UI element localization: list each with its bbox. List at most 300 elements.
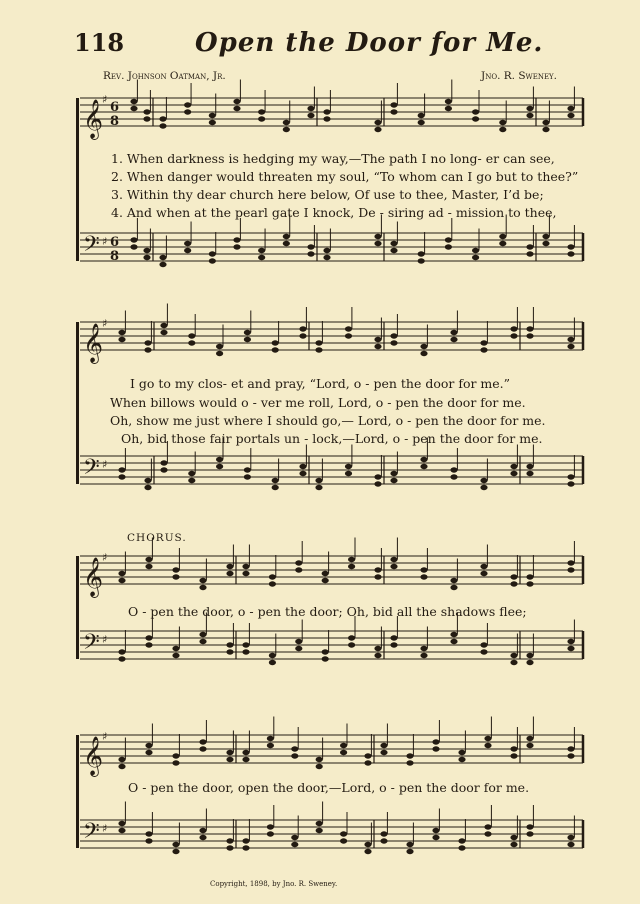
note-head: [233, 106, 240, 111]
note-head: [258, 255, 265, 260]
note-head: [143, 248, 150, 253]
note-head: [209, 113, 216, 118]
note-head: [269, 581, 276, 586]
note-head: [472, 109, 479, 114]
note-head: [380, 838, 387, 843]
sharp-icon: ♯: [102, 457, 108, 471]
note-head: [188, 333, 195, 338]
note-head: [267, 824, 274, 829]
sharp-icon: ♯: [102, 821, 108, 835]
note-head: [258, 109, 265, 114]
note-head: [242, 642, 249, 647]
note-head: [480, 649, 487, 654]
note-head: [567, 474, 574, 479]
note-head: [143, 255, 150, 260]
verse-2-refrain-line: When billows would o - ver me roll, Lord, o - pen the door for me.: [110, 395, 526, 410]
note-head: [118, 578, 125, 583]
note-head: [199, 835, 206, 840]
note-head: [184, 241, 191, 246]
note-head: [323, 116, 330, 121]
note-head: [242, 571, 249, 576]
note-head: [420, 574, 427, 579]
treble-clef-icon: 𝄞: [83, 736, 104, 776]
note-head: [364, 849, 371, 854]
note-head: [118, 571, 125, 576]
note-head: [526, 244, 533, 249]
note-head: [374, 234, 381, 239]
note-head: [510, 835, 517, 840]
note-head: [510, 653, 517, 658]
note-head: [172, 849, 179, 854]
verse-3-refrain-line: Oh, show me just where I should go,— Lord, o - pen the door for me.: [110, 413, 546, 428]
note-head: [567, 481, 574, 486]
note-head: [316, 764, 323, 769]
note-head: [118, 337, 125, 342]
note-head: [450, 337, 457, 342]
note-head: [432, 828, 439, 833]
note-head: [418, 251, 425, 256]
note-head: [118, 474, 125, 479]
bass-clef-icon: 𝄢: [83, 630, 100, 660]
note-head: [450, 585, 457, 590]
note-head: [499, 120, 506, 125]
note-head: [480, 485, 487, 490]
note-head: [450, 474, 457, 479]
note-head: [526, 326, 533, 331]
note-head: [480, 478, 487, 483]
note-head: [188, 340, 195, 345]
note-head: [199, 632, 206, 637]
note-head: [345, 471, 352, 476]
note-head: [130, 106, 137, 111]
note-head: [445, 244, 452, 249]
note-head: [445, 99, 452, 104]
note-head: [445, 237, 452, 242]
note-head: [374, 474, 381, 479]
treble-clef-icon: 𝄞: [83, 99, 104, 139]
note-head: [299, 471, 306, 476]
note-head: [567, 244, 574, 249]
note-head: [526, 824, 533, 829]
note-head: [216, 457, 223, 462]
note-head: [510, 746, 517, 751]
note-head: [316, 757, 323, 762]
time-signature-top: 6: [110, 100, 120, 115]
note-head: [118, 757, 125, 762]
note-head: [233, 237, 240, 242]
note-head: [510, 464, 517, 469]
note-head: [199, 585, 206, 590]
note-head: [374, 653, 381, 658]
note-head: [472, 255, 479, 260]
note-head: [526, 743, 533, 748]
note-head: [291, 842, 298, 847]
note-head: [267, 831, 274, 836]
note-head: [226, 757, 233, 762]
note-head: [145, 838, 152, 843]
note-head: [216, 344, 223, 349]
note-head: [315, 478, 322, 483]
verse-1-line: 1. When darkness is hedging my way,—The path I no long- er can see,: [111, 151, 555, 166]
note-head: [144, 340, 151, 345]
note-head: [160, 467, 167, 472]
note-head: [233, 99, 240, 104]
note-head: [542, 241, 549, 246]
system-brace: [76, 556, 79, 659]
verse-1-refrain-line: I go to my clos- et and pray, “Lord, o - pen the door for me.”: [130, 376, 511, 391]
note-head: [291, 835, 298, 840]
note-head: [484, 743, 491, 748]
note-head: [364, 842, 371, 847]
note-head: [567, 639, 574, 644]
sharp-icon: ♯: [102, 550, 108, 564]
note-head: [526, 574, 533, 579]
note-head: [458, 838, 465, 843]
note-head: [283, 120, 290, 125]
note-head: [172, 653, 179, 658]
note-head: [283, 127, 290, 132]
note-head: [432, 739, 439, 744]
note-head: [258, 116, 265, 121]
note-head: [458, 750, 465, 755]
note-head: [199, 639, 206, 644]
note-head: [283, 241, 290, 246]
note-head: [160, 323, 167, 328]
note-head: [118, 467, 125, 472]
note-head: [345, 464, 352, 469]
note-head: [144, 485, 151, 490]
note-head: [130, 99, 137, 104]
note-head: [209, 251, 216, 256]
sharp-icon: ♯: [102, 92, 108, 106]
bass-clef-icon: 𝄢: [83, 819, 100, 849]
note-head: [567, 835, 574, 840]
note-head: [216, 464, 223, 469]
note-head: [374, 574, 381, 579]
note-head: [172, 646, 179, 651]
note-head: [188, 471, 195, 476]
note-head: [390, 109, 397, 114]
note-head: [307, 251, 314, 256]
note-head: [244, 467, 251, 472]
note-head: [144, 478, 151, 483]
note-head: [499, 234, 506, 239]
note-head: [418, 120, 425, 125]
note-head: [291, 746, 298, 751]
note-head: [420, 646, 427, 651]
note-head: [374, 344, 381, 349]
note-head: [242, 649, 249, 654]
note-head: [499, 127, 506, 132]
note-head: [542, 120, 549, 125]
note-head: [199, 578, 206, 583]
note-head: [269, 660, 276, 665]
note-head: [567, 344, 574, 349]
note-head: [406, 760, 413, 765]
time-signature-bottom: 8: [110, 114, 120, 129]
note-head: [526, 333, 533, 338]
copyright-notice: Copyright, 1898, by Jno. R. Sweney.: [210, 880, 338, 888]
note-head: [118, 649, 125, 654]
note-head: [322, 571, 329, 576]
note-head: [226, 571, 233, 576]
note-head: [510, 581, 517, 586]
sharp-icon: ♯: [102, 316, 108, 330]
verse-4-refrain-line: Oh, bid those fair portals un - lock,—Lord, o - pen the door for me.: [121, 431, 543, 446]
note-head: [472, 248, 479, 253]
note-head: [184, 109, 191, 114]
note-head: [269, 574, 276, 579]
note-head: [244, 330, 251, 335]
note-head: [118, 821, 125, 826]
note-head: [322, 656, 329, 661]
note-head: [526, 464, 533, 469]
note-head: [145, 750, 152, 755]
note-head: [299, 464, 306, 469]
note-head: [209, 120, 216, 125]
note-head: [510, 660, 517, 665]
note-head: [499, 241, 506, 246]
note-head: [526, 113, 533, 118]
note-head: [145, 564, 152, 569]
note-head: [267, 736, 274, 741]
note-head: [526, 653, 533, 658]
note-head: [226, 750, 233, 755]
note-head: [348, 642, 355, 647]
note-head: [172, 842, 179, 847]
note-head: [184, 248, 191, 253]
note-head: [480, 571, 487, 576]
note-head: [390, 241, 397, 246]
note-head: [323, 109, 330, 114]
system-brace: [76, 98, 79, 261]
note-head: [450, 639, 457, 644]
note-head: [340, 743, 347, 748]
sharp-icon: ♯: [102, 729, 108, 743]
note-head: [374, 241, 381, 246]
note-head: [322, 578, 329, 583]
note-head: [199, 739, 206, 744]
note-head: [420, 653, 427, 658]
sharp-icon: ♯: [102, 632, 108, 646]
note-head: [526, 736, 533, 741]
note-head: [567, 646, 574, 651]
note-head: [480, 340, 487, 345]
note-head: [526, 581, 533, 586]
note-head: [380, 750, 387, 755]
note-head: [315, 340, 322, 345]
note-head: [323, 255, 330, 260]
note-head: [267, 743, 274, 748]
note-head: [542, 234, 549, 239]
note-head: [390, 248, 397, 253]
note-head: [420, 344, 427, 349]
bass-clef-icon: 𝄢: [83, 455, 100, 485]
note-head: [295, 646, 302, 651]
note-head: [299, 326, 306, 331]
note-head: [458, 845, 465, 850]
note-head: [291, 753, 298, 758]
note-head: [374, 337, 381, 342]
note-head: [418, 113, 425, 118]
note-head: [244, 474, 251, 479]
chorus-line-2: O - pen the door, open the door,—Lord, o - pen the door for me.: [128, 780, 530, 795]
note-head: [233, 244, 240, 249]
note-head: [295, 560, 302, 565]
note-head: [450, 578, 457, 583]
note-head: [374, 120, 381, 125]
note-head: [432, 835, 439, 840]
note-head: [418, 258, 425, 263]
note-head: [160, 330, 167, 335]
note-head: [390, 340, 397, 345]
note-head: [567, 251, 574, 256]
note-head: [510, 471, 517, 476]
note-head: [242, 750, 249, 755]
note-head: [307, 244, 314, 249]
note-head: [406, 753, 413, 758]
note-head: [242, 757, 249, 762]
time-signature-top: 6: [110, 235, 120, 250]
note-head: [510, 326, 517, 331]
note-head: [159, 116, 166, 121]
note-head: [510, 333, 517, 338]
bass-clef-icon: 𝄢: [83, 232, 100, 262]
note-head: [199, 746, 206, 751]
note-head: [340, 838, 347, 843]
chorus-label: CHORUS.: [127, 532, 187, 544]
note-head: [567, 842, 574, 847]
note-head: [118, 330, 125, 335]
note-head: [374, 646, 381, 651]
note-head: [226, 649, 233, 654]
note-head: [390, 564, 397, 569]
note-head: [143, 109, 150, 114]
note-head: [374, 481, 381, 486]
note-head: [345, 333, 352, 338]
note-head: [390, 333, 397, 338]
treble-clef-icon: 𝄞: [83, 557, 104, 597]
note-head: [542, 127, 549, 132]
note-head: [258, 248, 265, 253]
note-head: [567, 113, 574, 118]
sharp-icon: ♯: [102, 234, 108, 248]
note-head: [480, 642, 487, 647]
note-head: [216, 351, 223, 356]
note-head: [484, 824, 491, 829]
note-head: [480, 564, 487, 569]
note-head: [145, 635, 152, 640]
note-head: [390, 478, 397, 483]
note-head: [348, 635, 355, 640]
note-head: [130, 237, 137, 242]
note-head: [307, 106, 314, 111]
note-head: [567, 567, 574, 572]
note-head: [390, 102, 397, 107]
note-head: [172, 567, 179, 572]
note-head: [295, 639, 302, 644]
note-head: [406, 842, 413, 847]
note-head: [380, 831, 387, 836]
note-head: [380, 743, 387, 748]
note-head: [295, 567, 302, 572]
note-head: [307, 113, 314, 118]
note-head: [283, 234, 290, 239]
note-head: [510, 842, 517, 847]
note-head: [145, 642, 152, 647]
note-head: [484, 736, 491, 741]
note-head: [226, 642, 233, 647]
note-head: [159, 255, 166, 260]
note-head: [226, 838, 233, 843]
note-head: [272, 340, 279, 345]
verse-2-line: 2. When danger would threaten my soul, “To whom can I go but to thee?”: [111, 169, 579, 184]
note-head: [269, 653, 276, 658]
note-head: [526, 471, 533, 476]
note-head: [172, 574, 179, 579]
note-head: [323, 248, 330, 253]
note-head: [510, 574, 517, 579]
note-head: [340, 831, 347, 836]
note-head: [364, 753, 371, 758]
note-head: [526, 660, 533, 665]
note-head: [420, 351, 427, 356]
note-head: [226, 564, 233, 569]
note-head: [348, 564, 355, 569]
note-head: [145, 557, 152, 562]
note-head: [458, 757, 465, 762]
note-head: [567, 560, 574, 565]
note-head: [242, 564, 249, 569]
chorus-line-1: O - pen the door, o - pen the door; Oh, bid all the shadows flee;: [128, 604, 527, 619]
note-head: [145, 831, 152, 836]
note-head: [315, 347, 322, 352]
note-head: [420, 464, 427, 469]
note-head: [420, 567, 427, 572]
note-head: [450, 632, 457, 637]
note-head: [450, 330, 457, 335]
note-head: [450, 467, 457, 472]
note-head: [390, 471, 397, 476]
note-head: [432, 746, 439, 751]
page-number: 118: [74, 28, 125, 57]
note-head: [226, 845, 233, 850]
note-head: [322, 649, 329, 654]
note-head: [244, 337, 251, 342]
note-head: [567, 746, 574, 751]
note-head: [118, 656, 125, 661]
note-head: [340, 750, 347, 755]
note-head: [160, 460, 167, 465]
note-head: [567, 337, 574, 342]
note-head: [526, 251, 533, 256]
note-head: [406, 849, 413, 854]
note-head: [118, 828, 125, 833]
note-head: [484, 831, 491, 836]
composer-credit: Jno. R. Sweney.: [481, 70, 558, 82]
note-head: [480, 347, 487, 352]
note-head: [272, 485, 279, 490]
note-head: [390, 642, 397, 647]
note-head: [242, 845, 249, 850]
note-head: [374, 127, 381, 132]
lyricist-credit: Rev. Johnson Oatman, Jr.: [103, 70, 226, 82]
note-head: [144, 347, 151, 352]
note-head: [172, 753, 179, 758]
note-head: [567, 753, 574, 758]
note-head: [364, 760, 371, 765]
note-head: [188, 478, 195, 483]
